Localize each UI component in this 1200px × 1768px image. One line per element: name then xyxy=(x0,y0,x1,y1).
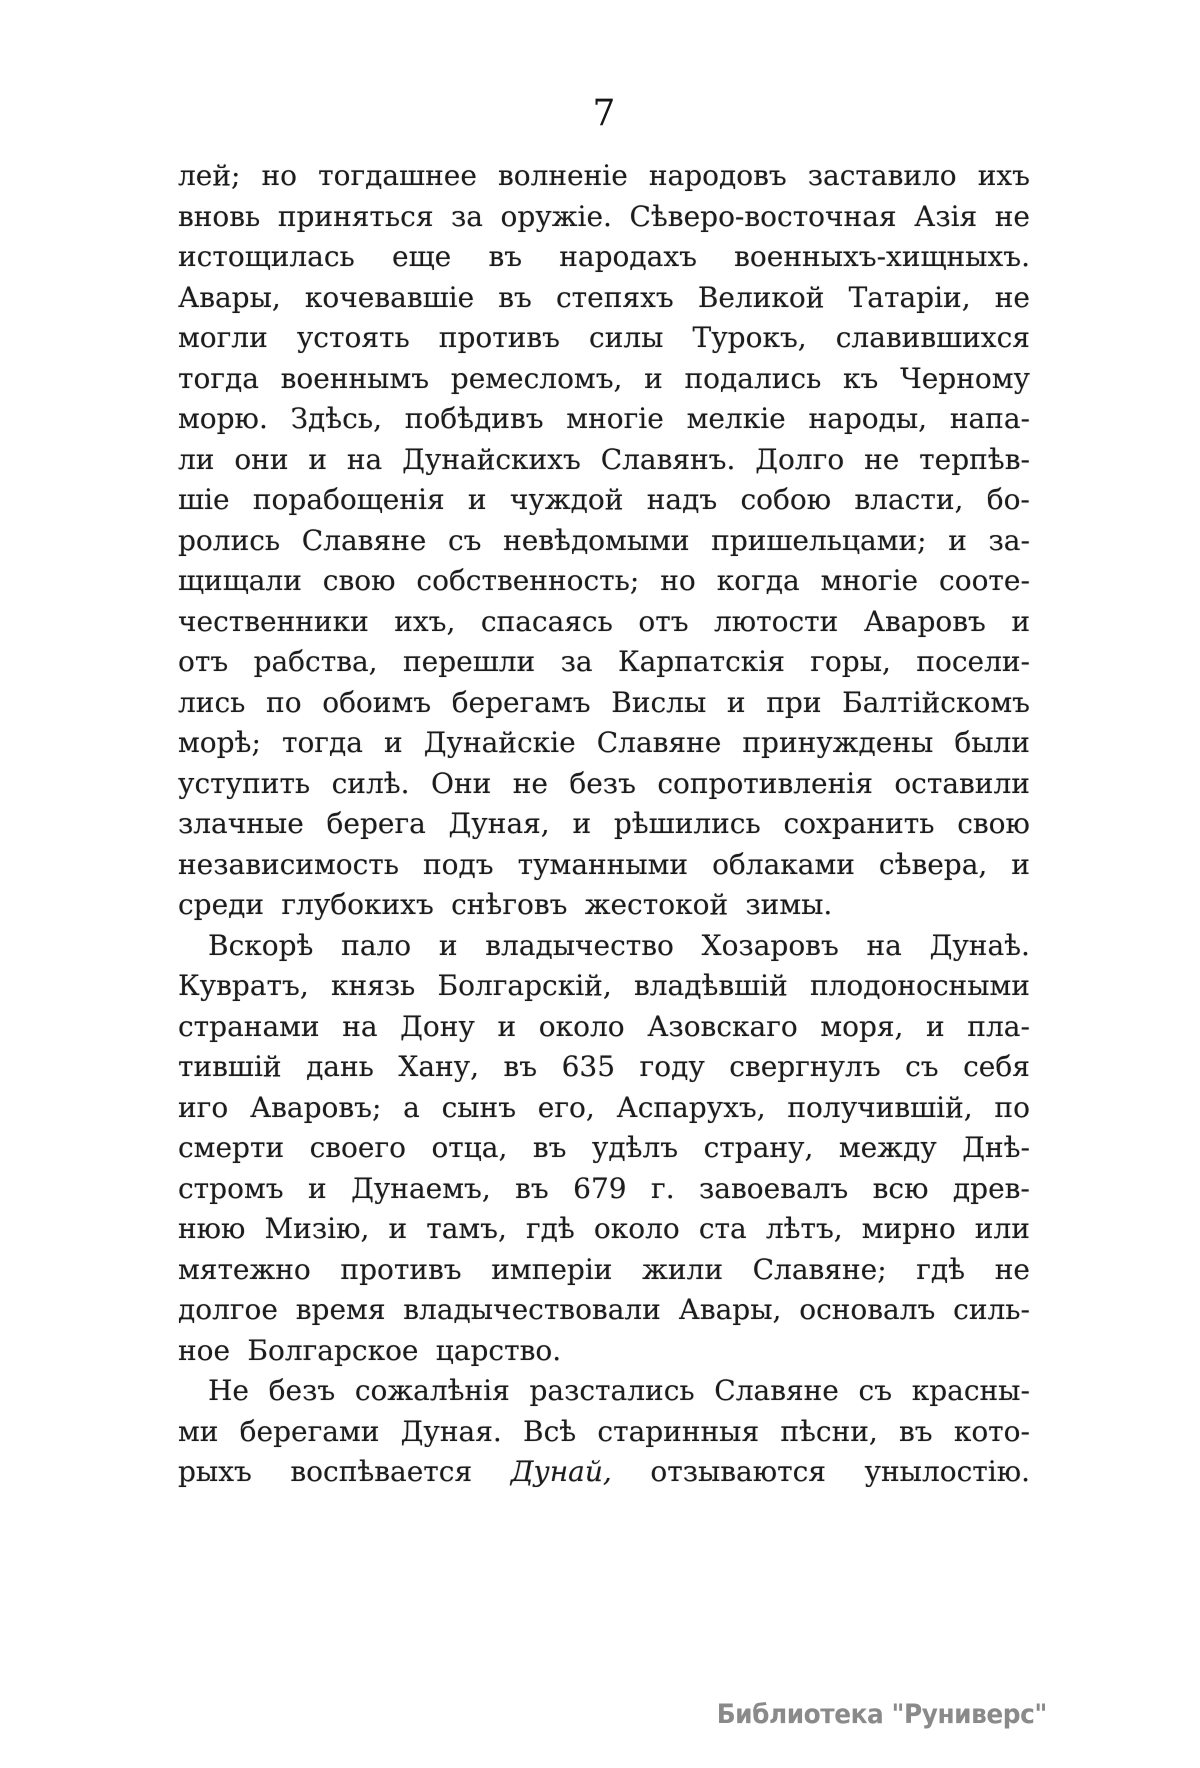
word: въ xyxy=(899,1414,933,1448)
text-line xyxy=(178,1088,1030,1129)
word: мирно xyxy=(861,1212,956,1245)
word: странами xyxy=(178,1009,320,1043)
word: рабства, xyxy=(253,645,378,678)
word: Мизію, xyxy=(264,1212,370,1245)
word: владычество xyxy=(485,928,674,962)
word: берега xyxy=(326,807,426,840)
word: Днѣ- xyxy=(962,1131,1030,1164)
word: мелкіе xyxy=(686,402,786,435)
word: Турокъ, xyxy=(692,321,807,354)
word: чуждой xyxy=(509,483,624,516)
word: съ xyxy=(858,1374,893,1407)
word: за xyxy=(560,645,593,678)
word: владѣвшій xyxy=(633,969,788,1002)
word: подъ xyxy=(423,847,494,881)
word: Кувратъ, xyxy=(178,969,309,1002)
word: силѣ. xyxy=(331,766,410,800)
word: съ xyxy=(447,523,482,557)
library-watermark: Библиотека "Руниверс" xyxy=(716,1699,1047,1730)
text-line xyxy=(178,1209,1030,1250)
word: Дуная. xyxy=(400,1414,502,1448)
word: степяхъ xyxy=(556,280,674,314)
text-line xyxy=(178,804,1030,845)
word: 679 xyxy=(573,1171,627,1205)
text-line xyxy=(178,1047,1030,1088)
word: приняться xyxy=(277,199,434,233)
word: волненіе xyxy=(497,159,628,192)
word: ремесломъ, xyxy=(450,361,623,395)
word: Карпатскія xyxy=(617,645,785,678)
page-text xyxy=(178,156,1030,1493)
text-line xyxy=(178,440,1030,481)
word: всю xyxy=(872,1171,929,1205)
word: но xyxy=(261,159,298,192)
word: они xyxy=(234,442,289,476)
word: Дуная, xyxy=(448,807,550,840)
word: страну, xyxy=(703,1131,814,1164)
word: Аспарухъ, xyxy=(616,1090,766,1124)
word: Дунайскихъ xyxy=(402,442,581,476)
word: сѣвера, xyxy=(878,847,988,881)
word: ли xyxy=(178,442,215,476)
word: но xyxy=(660,564,696,597)
paragraph xyxy=(178,926,1030,1372)
word: народы, xyxy=(808,402,928,435)
word: Славяне xyxy=(714,1374,839,1407)
word: завоевалъ xyxy=(699,1171,849,1205)
word: чественники xyxy=(178,604,369,638)
word: 635 xyxy=(561,1050,616,1083)
word: оружіе. xyxy=(500,199,612,233)
text-line xyxy=(178,1007,1030,1048)
word: заставило xyxy=(807,159,957,192)
word: Славянъ. xyxy=(600,442,736,476)
word: основалъ xyxy=(799,1293,936,1326)
word: ихъ, xyxy=(394,604,456,638)
word: когда xyxy=(716,564,800,597)
text-line xyxy=(178,197,1030,238)
word: кочевавшіе xyxy=(304,280,475,314)
word: время xyxy=(295,1293,386,1326)
word: Дунайскіе xyxy=(423,726,576,759)
word: многіе xyxy=(820,564,919,597)
word: не xyxy=(512,766,548,800)
word: или xyxy=(974,1212,1030,1245)
word: сопротивленія xyxy=(657,766,873,800)
word: народовъ xyxy=(648,159,787,192)
text-line xyxy=(178,278,1030,319)
word: Хану, xyxy=(398,1050,480,1083)
text-line xyxy=(178,156,1030,197)
word: Дунай, xyxy=(510,1455,612,1488)
word: году xyxy=(639,1050,705,1083)
word: свою xyxy=(322,564,396,597)
word: были xyxy=(954,726,1030,759)
text-line xyxy=(178,926,1030,967)
text-line xyxy=(178,318,1030,359)
word: за- xyxy=(988,523,1030,557)
word: сооте- xyxy=(939,564,1030,597)
word: дань xyxy=(306,1050,374,1083)
word: уступить xyxy=(178,766,311,800)
word: Вислы xyxy=(611,685,707,719)
word: тогдашнее xyxy=(318,159,477,192)
word: тогда xyxy=(178,361,259,395)
word: по xyxy=(994,1090,1030,1124)
text-line xyxy=(178,1250,1030,1291)
word: напа- xyxy=(949,402,1030,435)
text-line xyxy=(178,1290,1030,1331)
text-line xyxy=(178,845,1030,886)
word: оставили xyxy=(894,766,1030,800)
word: разстались xyxy=(529,1374,695,1407)
word: не xyxy=(994,1252,1030,1286)
word: и xyxy=(644,361,663,395)
word: отъ xyxy=(178,645,229,678)
word: и xyxy=(926,1009,945,1043)
word: съ xyxy=(905,1050,939,1083)
word: облаками xyxy=(712,847,855,881)
word: спасаясь xyxy=(480,604,613,638)
word: военныхъ-хищныхъ. xyxy=(734,240,1030,273)
word: безъ xyxy=(569,766,636,800)
word: не xyxy=(864,442,900,476)
text-line xyxy=(178,521,1030,562)
word: народахъ xyxy=(559,240,697,273)
word: побѣдивъ xyxy=(404,402,544,435)
word: тамъ, xyxy=(426,1212,507,1245)
word: на xyxy=(346,442,383,476)
word: владычествовали xyxy=(403,1293,661,1326)
text-line xyxy=(178,1371,1030,1412)
word: около xyxy=(593,1212,680,1245)
word: стромъ xyxy=(178,1171,284,1205)
word: силь- xyxy=(953,1293,1030,1326)
word: Авары, xyxy=(178,280,281,314)
word: ихъ xyxy=(977,159,1030,192)
text-line xyxy=(178,1128,1030,1169)
word: терпѣв- xyxy=(919,442,1030,476)
word: многіе xyxy=(566,402,664,435)
word: свою xyxy=(957,807,1030,840)
word: кото- xyxy=(953,1414,1030,1448)
word: въ xyxy=(488,240,523,273)
word: обоимъ xyxy=(322,685,432,719)
word: Сѣверо-восточная xyxy=(629,199,897,233)
word: и xyxy=(497,1009,517,1043)
word: лѣтъ, xyxy=(765,1212,843,1245)
word: Не xyxy=(208,1374,249,1407)
paragraph xyxy=(178,156,1030,926)
word: независимость xyxy=(178,847,400,881)
word: въ xyxy=(503,1050,538,1083)
word: Хозаровъ xyxy=(701,928,839,962)
word: и xyxy=(726,685,746,719)
word: и xyxy=(307,1171,327,1205)
text-line xyxy=(178,561,1030,602)
word: древ- xyxy=(952,1171,1030,1205)
word: нюю xyxy=(178,1212,246,1245)
word: морѣ; xyxy=(178,726,261,759)
word: къ xyxy=(843,361,879,395)
word: и xyxy=(438,928,458,962)
word: смерти xyxy=(178,1131,285,1164)
word: старинныя xyxy=(597,1414,760,1448)
word: Аваровъ; xyxy=(249,1090,382,1124)
word: Всѣ xyxy=(523,1414,577,1448)
word: лей; xyxy=(178,159,241,192)
text-line xyxy=(178,399,1030,440)
word: мятежно xyxy=(178,1252,311,1286)
word: долгое xyxy=(178,1293,278,1326)
word: Азовскаго xyxy=(647,1009,798,1043)
word: порабощенія xyxy=(252,483,445,516)
word: пѣсни, xyxy=(780,1414,878,1448)
word: жили xyxy=(642,1252,723,1286)
word: плодоносными xyxy=(809,969,1030,1002)
word: и xyxy=(388,1212,408,1245)
word: надъ xyxy=(646,483,718,516)
word: г. xyxy=(651,1171,675,1205)
word: гдѣ xyxy=(916,1252,966,1286)
word: принуждены xyxy=(742,726,934,759)
word: Дунаемъ, xyxy=(351,1171,491,1205)
word: морю. xyxy=(178,402,268,435)
text-line: ное Болгарское царство. xyxy=(178,1333,562,1367)
word: перешли xyxy=(402,645,536,678)
word: пла- xyxy=(967,1009,1030,1043)
word: и xyxy=(308,442,328,476)
word: шіе xyxy=(178,483,230,516)
word: и xyxy=(383,726,403,759)
word: ролись xyxy=(178,523,281,557)
word: посели- xyxy=(916,645,1030,678)
word: въ xyxy=(515,1171,549,1205)
word: сожалѣнія xyxy=(354,1374,510,1407)
word: и xyxy=(948,523,967,557)
word: не xyxy=(994,280,1030,314)
word: сынъ xyxy=(441,1090,517,1124)
word: военнымъ xyxy=(280,361,430,395)
word: берегами xyxy=(239,1414,380,1448)
word: и xyxy=(572,807,592,840)
word: Великой xyxy=(697,280,825,314)
word: получившій, xyxy=(787,1090,973,1124)
word: на xyxy=(342,1009,378,1043)
word: пришельцами; xyxy=(711,523,927,557)
text-line xyxy=(178,480,1030,521)
text-line xyxy=(178,683,1030,724)
word: щищали xyxy=(178,564,302,597)
text-line xyxy=(178,723,1030,764)
word: и xyxy=(1011,847,1030,881)
text-line xyxy=(178,1412,1030,1453)
word: тившій xyxy=(178,1050,282,1083)
word: моря, xyxy=(820,1009,904,1043)
word: унылостію. xyxy=(864,1455,1030,1488)
word: на xyxy=(866,928,902,962)
word: силы xyxy=(589,321,664,354)
word: Славяне; xyxy=(752,1252,887,1286)
word: Аваровъ xyxy=(863,604,986,638)
text-line xyxy=(178,359,1030,400)
word: удѣлъ xyxy=(591,1131,679,1164)
word: Болгарскій, xyxy=(437,969,612,1002)
word: рѣшились xyxy=(613,807,761,840)
word: Они xyxy=(430,766,492,800)
word: Черному xyxy=(900,361,1030,395)
word: имперіи xyxy=(491,1252,613,1286)
word: Здѣсь, xyxy=(290,402,383,435)
word: подались xyxy=(684,361,822,395)
text-line xyxy=(178,642,1030,683)
word: пало xyxy=(341,928,412,962)
word: между xyxy=(838,1131,937,1164)
word: власти, xyxy=(854,483,964,516)
word: и xyxy=(467,483,487,516)
word: Татаріи, xyxy=(848,280,971,314)
word: своего xyxy=(309,1131,406,1164)
word: по xyxy=(266,685,302,719)
word: воспѣвается xyxy=(290,1455,473,1488)
word: Дунаѣ. xyxy=(929,928,1030,962)
text-line xyxy=(178,1169,1030,1210)
word: а xyxy=(403,1090,420,1124)
word: ми xyxy=(178,1414,219,1448)
word: себя xyxy=(963,1050,1030,1083)
word: туманными xyxy=(517,847,689,881)
word: Азія xyxy=(914,199,978,233)
word: рыхъ xyxy=(178,1455,252,1488)
word: гдѣ xyxy=(526,1212,575,1245)
word: противъ xyxy=(340,1252,462,1286)
word: въ xyxy=(532,1131,567,1164)
word: при xyxy=(766,685,822,719)
text-line xyxy=(178,764,1030,805)
page-number: 7 xyxy=(592,93,616,134)
paragraph xyxy=(178,1371,1030,1493)
word: Славяне xyxy=(596,726,722,759)
word: лись xyxy=(178,685,246,719)
word: красны- xyxy=(911,1374,1030,1407)
word: около xyxy=(538,1009,625,1043)
word: Дону xyxy=(400,1009,475,1043)
text-line: среди глубокихъ снѣговъ жестокой зимы. xyxy=(178,888,833,921)
text-line xyxy=(178,1452,1030,1493)
word: въ xyxy=(498,280,532,314)
word: князь xyxy=(330,969,416,1002)
word: и xyxy=(1011,604,1030,638)
word: еще xyxy=(392,240,452,273)
word: Балтійскомъ xyxy=(842,685,1030,719)
word: за xyxy=(451,199,483,233)
word: отъ xyxy=(638,604,689,638)
word: собою xyxy=(740,483,832,516)
word: не xyxy=(994,199,1030,233)
word: собственность; xyxy=(416,564,640,597)
word: отца, xyxy=(431,1131,508,1164)
word: берегамъ xyxy=(451,685,591,719)
word: могли xyxy=(178,321,268,354)
word: отзываются xyxy=(650,1455,826,1488)
word: противъ xyxy=(438,321,560,354)
text-line xyxy=(178,966,1030,1007)
word: невѣдомыми xyxy=(503,523,690,557)
word: тогда xyxy=(281,726,363,759)
word: лютости xyxy=(713,604,839,638)
word: ста xyxy=(698,1212,747,1245)
word: свергнулъ xyxy=(729,1050,881,1083)
text-line xyxy=(178,602,1030,643)
word: иго xyxy=(178,1090,229,1124)
word: устоять xyxy=(296,321,410,354)
word: сохранить xyxy=(783,807,935,840)
word: Славяне xyxy=(301,523,427,557)
word: Вскорѣ xyxy=(208,928,314,962)
word: вновь xyxy=(178,199,261,233)
word: Долго xyxy=(755,442,845,476)
text-line xyxy=(178,237,1030,278)
word: Авары, xyxy=(678,1293,782,1326)
word: истощилась xyxy=(178,240,355,273)
word: безъ xyxy=(268,1374,336,1407)
word: его, xyxy=(537,1090,595,1124)
word: славившихся xyxy=(835,321,1030,354)
word: горы, xyxy=(810,645,891,678)
word: злачные xyxy=(178,807,304,840)
word: бо- xyxy=(986,483,1030,516)
